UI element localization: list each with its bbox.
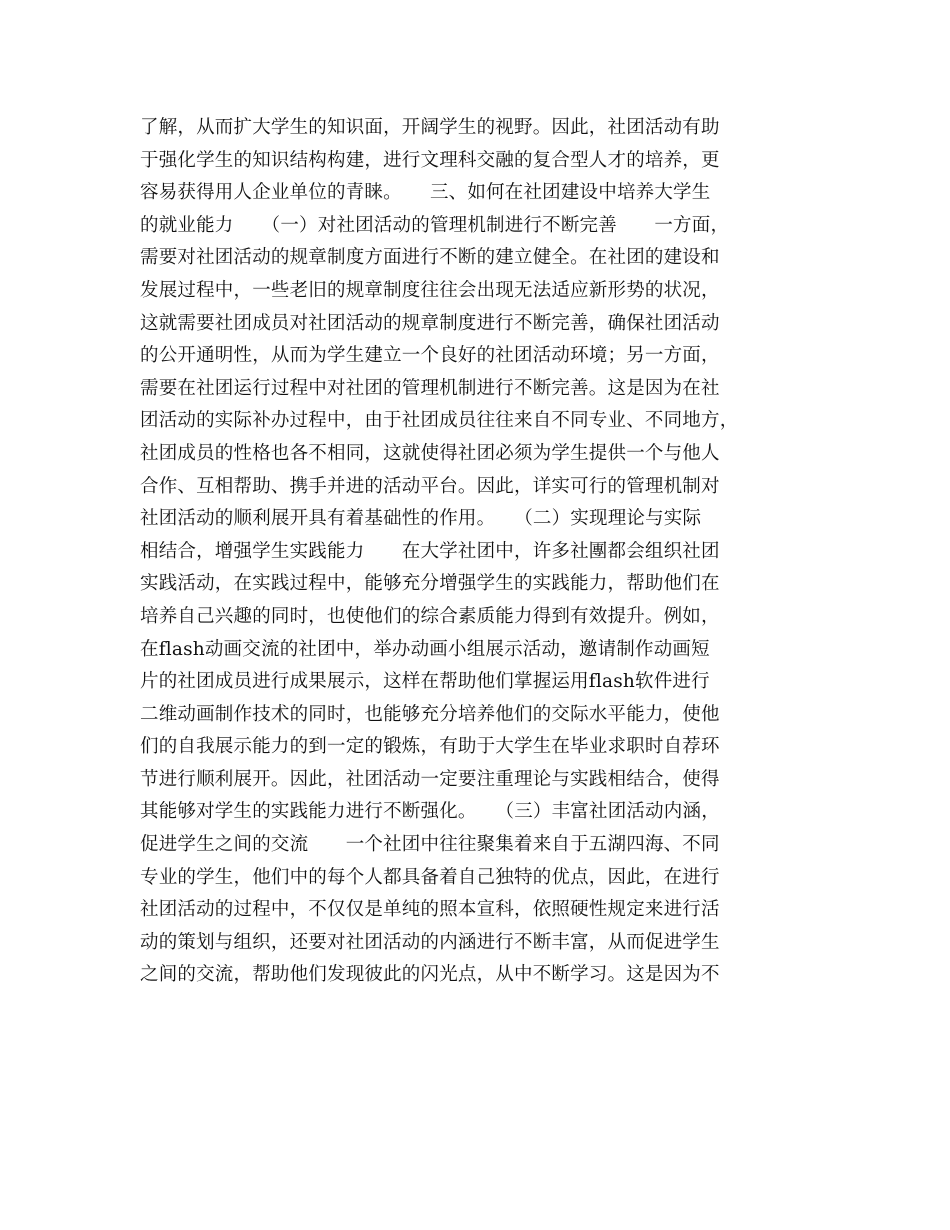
text-line: 培养自己兴趣的同时，也使他们的综合素质能力得到有效提升。例如，: [140, 605, 720, 627]
text-line: 社团成员的性格也各不相同，这就使得社团必须为学生提供一个与他人: [140, 442, 720, 464]
text-line: 需要在社团运行过程中对社团的管理机制进行不断完善。这是因为在社: [140, 377, 720, 399]
text-line: 在flash动画交流的社团中，举办动画小组展示活动，邀请制作动画短: [140, 638, 710, 660]
text-line: 了解，从而扩大学生的知识面，开阔学生的视野。因此，社团活动有助: [140, 117, 720, 138]
text-line: 的就业能力 （一）对社团活动的管理机制进行不断完善 一方面，: [140, 214, 730, 236]
body-text: [140, 112, 830, 992]
text-line: 合作、互相帮助、携手并进的活动平台。因此，详实可行的管理机制对: [140, 475, 720, 497]
text-line: 之间的交流，帮助他们发现彼此的闪光点，从中不断学习。这是因为不: [140, 964, 720, 986]
text-line: 团活动的实际补办过程中，由于社团成员往往来自不同专业、不同地方，: [140, 410, 739, 432]
text-line: 专业的学生，他们中的每个人都具备着自己独特的优点，因此，在进行: [140, 866, 720, 888]
text-line: 节进行顺利展开。因此，社团活动一定要注重理论与实践相结合，使得: [140, 768, 720, 790]
text-line: 相结合，增强学生实践能力 在大学社团中，许多社團都会组织社团: [140, 540, 720, 562]
text-line: 促进学生之间的交流 一个社团中往往聚集着来自于五湖四海、不同: [140, 834, 720, 856]
text-line: 动的策划与组织，还要对社团活动的内涵进行不断丰富，从而促进学生: [140, 931, 720, 953]
text-line: 的公开通明性，从而为学生建立一个良好的社团活动环境；另一方面，: [140, 345, 720, 367]
text-line: 其能够对学生的实践能力进行不断强化。 （三）丰富社团活动内涵，: [140, 801, 720, 823]
text-line: 们的自我展示能力的到一定的锻炼，有助于大学生在毕业求职时自荐环: [140, 736, 720, 758]
text-line: 这就需要社团成员对社团活动的规章制度进行不断完善，确保社团活动: [140, 312, 720, 334]
text-line: 发展过程中，一些老旧的规章制度往往会出现无法适应新形势的状况，: [140, 279, 720, 301]
text-line: 二维动画制作技术的同时，也能够充分培养他们的交际水平能力，使他: [140, 703, 720, 725]
text-line: 实践活动，在实践过程中，能够充分增强学生的实践能力，帮助他们在: [140, 573, 720, 595]
text-line: 社团活动的过程中，不仅仅是单纯的照本宣科，依照硬性规定来进行活: [140, 899, 720, 921]
text-line: 片的社团成员进行成果展示，这样在帮助他们掌握运用flash软件进行: [140, 671, 710, 693]
text-line: 容易获得用人企业单位的青睐。 三、如何在社团建设中培养大学生: [140, 182, 711, 204]
text-line: 于强化学生的知识结构构建，进行文理科交融的复合型人才的培养，更: [140, 149, 720, 171]
text-line: 需要对社团活动的规章制度方面进行不断的建立健全。在社团的建设和: [140, 247, 720, 269]
text-line: 社团活动的顺利展开具有着基础性的作用。 （二）实现理论与实际: [140, 508, 702, 530]
